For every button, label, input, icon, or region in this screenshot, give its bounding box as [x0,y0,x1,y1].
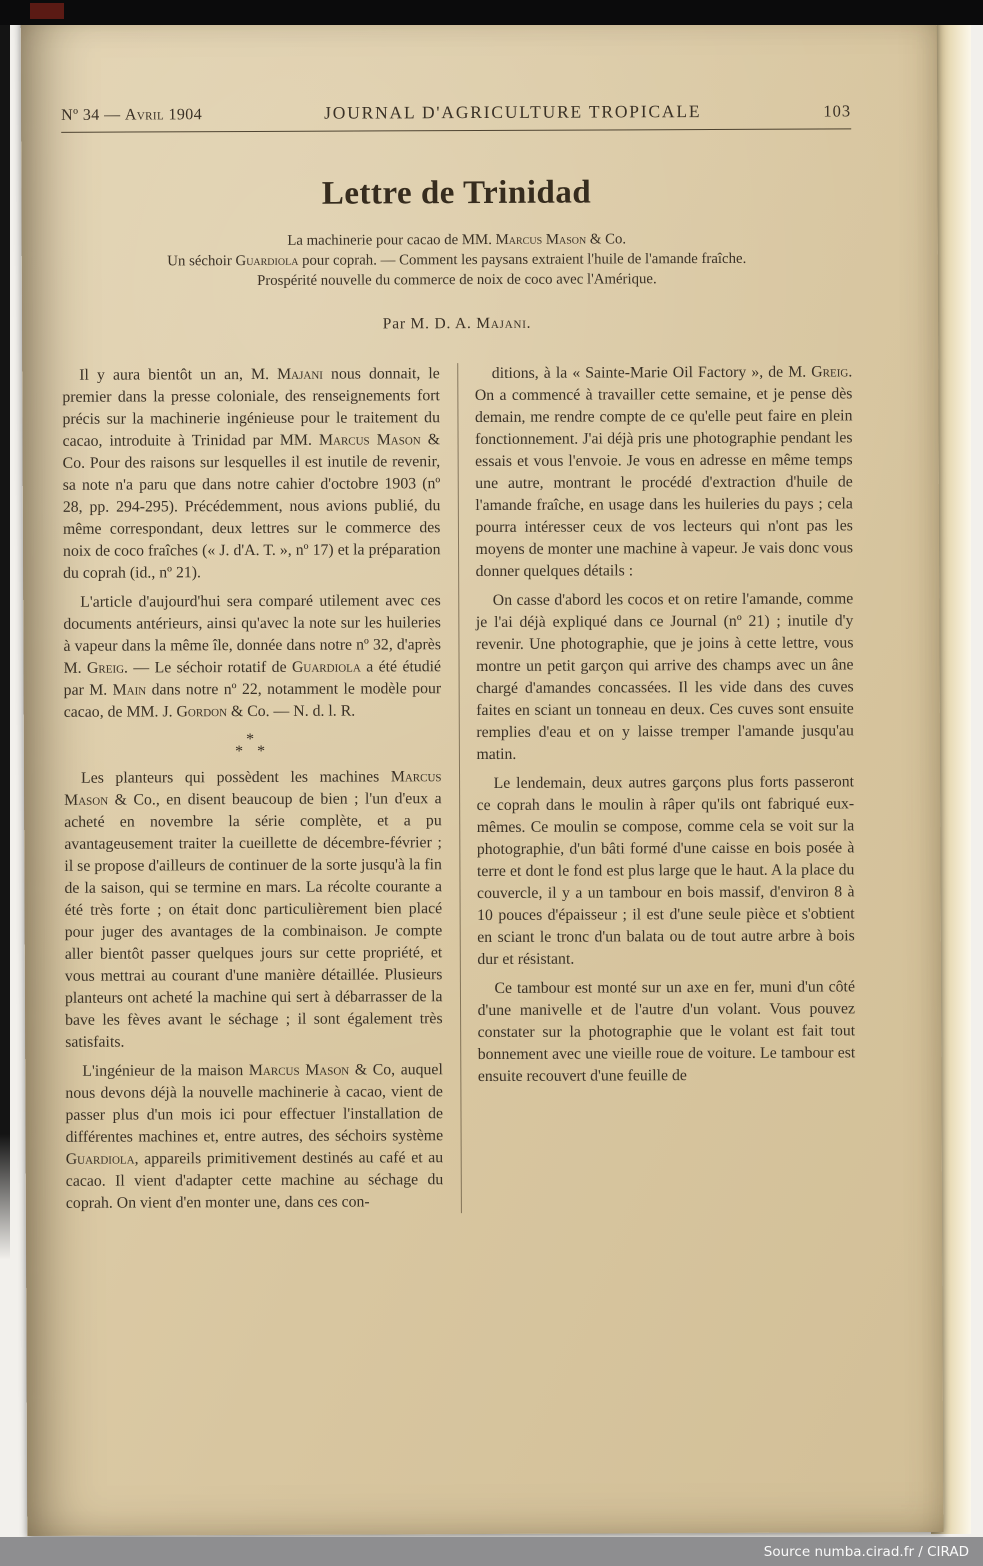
asterism-separator [64,730,442,761]
paragraph: On casse d'abord les cocos et on retire l'amande, comme je l'ai déjà expliqué dans ce Journal (nº 21) ; inutile d'y revenir. Une photographie, que je joins à cette lettre, vous montre un petit garçon qui arrive des champs avec un âne chargé d'amandes concassées. Il les vide dans des cuves faites en sciant un tonneau en deux. Ces cuves sont ensuite remplies d'eau et on y laisse tremper l'amande jusqu'au matin. [475,590,854,764]
article-title: Lettre de Trinidad [321,174,592,212]
binding-edge-shadow [0,0,10,1260]
paragraph: Les planteurs qui possèdent les machines Marcus Mason & Co., en disent beaucoup de bien ; l'un d'eux a acheté en novembre la série complète, et a pu avantageusement traiter la cueillette de décembre-février ; il se propose d'ailleurs de continuer de la sorte jusqu'à la fin de la saison, qui se termine en mars. La récolte courante a été très forte ; on était donc particulièrement bien placé pour juger des avantages de la combinaison. Je compte aller bientôt passer quelques jours sur cette propriété, et vous mettrai au courant d'une manière détaillée. Plusieurs planteurs ont acheté la machine qui sert à débarrasser de la bave les fèves avant le séchage ; il sont également très satisfaits. [64,768,443,1051]
asterism-bottom: * * [235,742,271,761]
page-number: 103 [823,101,852,121]
asterism-top: * [246,730,260,749]
source-attribution-bar [0,1537,983,1566]
paragraph: L'ingénieur de la maison Marcus Mason & Co, auquel nous devons déjà la nouvelle machinerie à cacao, vient de passer plus d'un mois ici pour effectuer l'installation de différentes machines et, entre autres, des séchoirs système Guardiola, appareils primitivement destinés au café et au cacao. Il vient d'adapter cette machine au séchage du coprah. On vient d'en monter une, dans ces con- [65,1061,444,1212]
header-rule [61,128,851,132]
subtitle-line-1: La machinerie pour cacao de MM. Marcus Mason & Co. [287,231,627,249]
subtitle-line-3: Prospérité nouvelle du commerce de noix de coco avec l'Amérique. [257,271,657,289]
paragraph: ditions, à la « Sainte-Marie Oil Factory », de M. Greig. On a commencé à travailler cette semaine, et je pense dès demain, me rendre compte de ce qu'elle peut faire en plein fonctionnement. J'ai déjà pris une photographie pendant les essais et vous l'envoie. Je vous en adresse en même temps une autre, montrant le procédé d'extraction d'huile de l'amande fraîche, en usage dans les huileries du pays ; cela pourra intéresser ceux de vos lecteurs qui n'ont pas les moyens de monter une machine à vapeur. Je vais donc vous donner quelques détails : [474,363,854,581]
byline: Par M. D. A. Majani. [382,314,532,333]
issue-date: Nº 34 — Avril 1904 [61,106,203,124]
column-right [458,361,856,1213]
paragraph: Ce tambour est monté sur un axe en fer, muni d'un côté d'une manivelle et de l'autre d'un volant. Vous pouvez constater sur la photographie que le volant est fait tout bonnement avec une vieille roue de voiture. Le tambour est ensuite recouvert d'une feuille de [477,978,856,1086]
page-content [21,4,942,1215]
source-text: Source numba.cirad.fr / CIRAD [763,1543,969,1560]
paragraph: L'article d'aujourd'hui sera comparé utilement avec ces documents antérieurs, ainsi qu'avec la note sur les huileries à vapeur dans la même île, donnée dans notre nº 32, d'après M. Greig. — Le séchoir rotatif de Guardiola a été étudié par M. Main dans notre nº 22, notamment le modèle pour cacao, de MM. J. Gordon & Co. — N. d. l. R. [63,592,442,721]
paragraph: Il y aura bientôt un an, M. Majani nous donnait, le premier dans la presse coloniale, des renseignements fort précis sur la machinerie ingénieuse pour le traitement du cacao, introduite à Trinidad par MM. Marcus Mason & Co. Pour des raisons sur lesquelles il est inutile de revenir, sa note n'a paru que dans notre cahier d'octobre 1903 (nº 28, pp. 294-295). Précédemment, nous avions publié, du même correspondant, deux lettres sur le commerce des noix de coco fraîches (« J. d'A. T. », nº 17) et la préparation du coprah (id., nº 21). [62,365,441,582]
column-left [62,363,460,1215]
scan-top-bar [0,0,983,25]
journal-title: JOURNAL D'AGRICULTURE TROPICALE [324,101,702,123]
journal-page [21,4,944,1536]
subtitle-line-2: Un séchoir Guardiola pour coprah. — Comment les paysans extraient l'huile de l'amande fraîche. [167,250,747,270]
article-subtitle-block [62,230,852,290]
paragraph: Le lendemain, deux autres garçons plus forts passeront ce coprah dans le moulin à râper qu'ils ont fabriqué eux-mêmes. Ce moulin se compose, comme cela se voit sur la photographie, d'un bâti formé d'une caisse en bois posée à terre et dont le fond est plus large que le haut. A la place du couvercle, il y a un tambour en bois massif, d'environ 8 à 10 pouces d'épaisseur ; il est d'une seule pièce et s'obtient en sciant le tronc d'un balata ou de tout autre arbre à bois dur et résistant. [476,773,855,969]
red-binding-mark [30,3,64,19]
article-columns [62,361,856,1214]
page-header [61,100,851,124]
